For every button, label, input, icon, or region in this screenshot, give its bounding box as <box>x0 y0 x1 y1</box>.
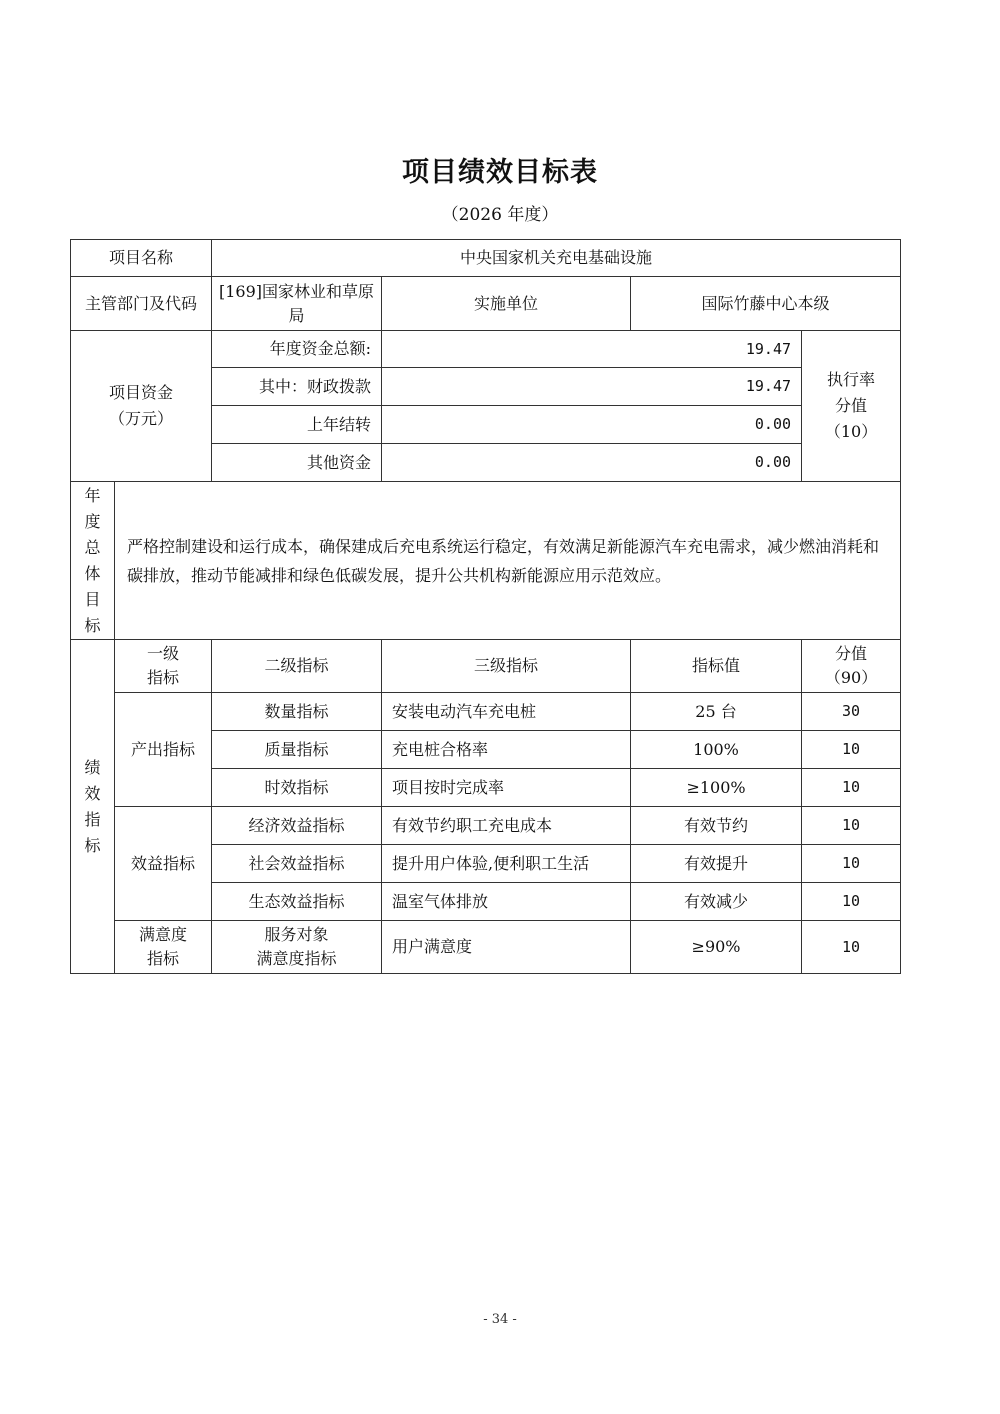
header-level1: 一级 指标 <box>115 640 212 693</box>
funds-total-label: 年度资金总额: <box>212 331 382 368</box>
execution-rate-score-label: 执行率 分值 （10） <box>802 331 901 482</box>
table-row <box>71 693 901 731</box>
score-cell: 30 <box>802 693 901 731</box>
level3-cell: 有效节约职工充电成本 <box>382 807 631 845</box>
department-row <box>71 277 901 331</box>
department-value: [169]国家林业和草原局 <box>212 277 382 331</box>
annual-goal-text: 严格控制建设和运行成本，确保建成后充电系统运行稳定，有效满足新能源汽车充电需求，减少燃油消耗和碳排放，推动节能减排和绿色低碳发展，提升公共机构新能源应用示范效应。 <box>115 482 901 640</box>
project-funds-label: 项目资金 （万元） <box>71 331 212 482</box>
level2-cell: 社会效益指标 <box>212 845 382 883</box>
page-subtitle: （2026 年度） <box>441 205 559 225</box>
level2-cell: 服务对象 满意度指标 <box>212 921 382 974</box>
level2-cell: 质量指标 <box>212 731 382 769</box>
value-cell: 有效减少 <box>631 883 802 921</box>
project-name-value: 中央国家机关充电基础设施 <box>212 240 901 277</box>
implementing-unit-value: 国际竹藤中心本级 <box>631 277 901 331</box>
score-cell: 10 <box>802 731 901 769</box>
project-name-label: 项目名称 <box>71 240 212 277</box>
level3-cell: 温室气体排放 <box>382 883 631 921</box>
level2-cell: 生态效益指标 <box>212 883 382 921</box>
page-title: 项目绩效目标表 <box>402 157 598 188</box>
value-cell: 100% <box>631 731 802 769</box>
header-score: 分值 （90） <box>802 640 901 693</box>
value-cell: ≥90% <box>631 921 802 974</box>
table-row <box>71 921 901 974</box>
level2-cell: 时效指标 <box>212 769 382 807</box>
header-value: 指标值 <box>631 640 802 693</box>
funds-fiscal-label: 其中：财政拨款 <box>212 368 382 406</box>
satisfaction-indicator-group: 满意度 指标 <box>115 921 212 974</box>
funds-other-label: 其他资金 <box>212 444 382 482</box>
level3-cell: 充电桩合格率 <box>382 731 631 769</box>
level3-cell: 提升用户体验,便利职工生活 <box>382 845 631 883</box>
value-cell: 25 台 <box>631 693 802 731</box>
value-cell: ≥100% <box>631 769 802 807</box>
funds-total-value: 19.47 <box>382 331 802 368</box>
department-label: 主管部门及代码 <box>71 277 212 331</box>
output-indicator-group: 产出指标 <box>115 693 212 807</box>
level3-cell: 用户满意度 <box>382 921 631 974</box>
implementing-unit-label: 实施单位 <box>382 277 631 331</box>
header-level2: 二级指标 <box>212 640 382 693</box>
project-name-row <box>71 240 901 277</box>
performance-indicator-label: 绩 效 指 标 <box>71 640 115 974</box>
performance-target-table <box>70 239 901 974</box>
funds-fiscal-value: 19.47 <box>382 368 802 406</box>
indicator-header-row <box>71 640 901 693</box>
funds-carryover-value: 0.00 <box>382 406 802 444</box>
header-level3: 三级指标 <box>382 640 631 693</box>
level3-cell: 项目按时完成率 <box>382 769 631 807</box>
level2-cell: 数量指标 <box>212 693 382 731</box>
benefit-indicator-group: 效益指标 <box>115 807 212 921</box>
annual-goal-row <box>71 482 901 640</box>
page-number: - 34 - <box>483 1312 517 1327</box>
level3-cell: 安装电动汽车充电桩 <box>382 693 631 731</box>
funds-carryover-label: 上年结转 <box>212 406 382 444</box>
table-row <box>71 807 901 845</box>
funds-total-row <box>71 331 901 368</box>
score-cell: 10 <box>802 921 901 974</box>
annual-goal-label: 年 度 总 体 目 标 <box>71 482 115 640</box>
level2-cell: 经济效益指标 <box>212 807 382 845</box>
value-cell: 有效提升 <box>631 845 802 883</box>
score-cell: 10 <box>802 883 901 921</box>
score-cell: 10 <box>802 769 901 807</box>
score-cell: 10 <box>802 807 901 845</box>
funds-other-value: 0.00 <box>382 444 802 482</box>
value-cell: 有效节约 <box>631 807 802 845</box>
score-cell: 10 <box>802 845 901 883</box>
